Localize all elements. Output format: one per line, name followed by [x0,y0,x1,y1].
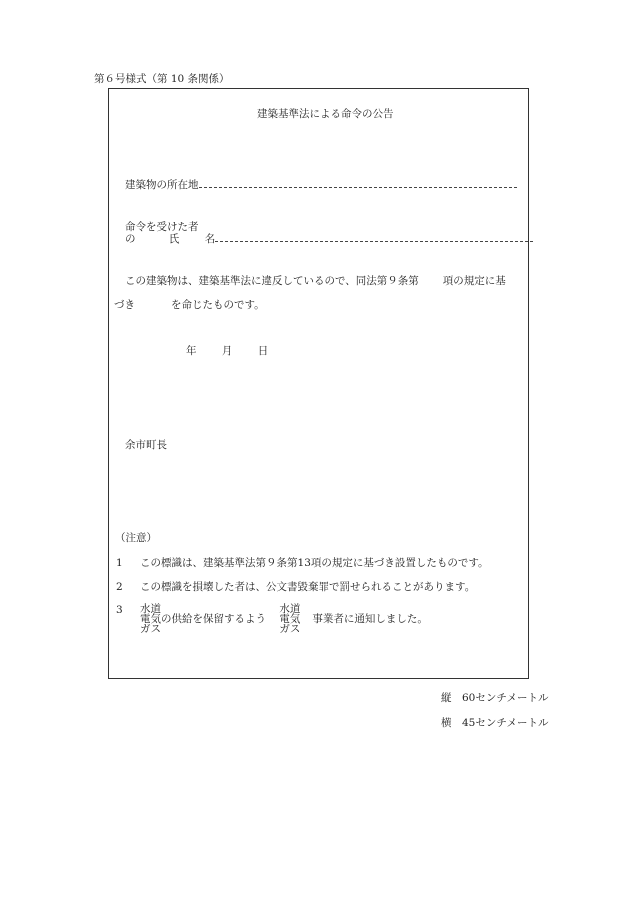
note-3-gas: ガス [140,623,162,635]
note-1-number: 1 [116,557,123,569]
note-3-water-2: 水道 [279,603,301,615]
recipient-label-no: の [125,233,136,245]
body-line2-head: づき [114,299,135,311]
form-label: 第６号様式（第 10 条関係） [94,73,230,85]
body-line1-tail: 項の規定に基 [442,275,506,287]
location-row [125,177,517,192]
note-3-options-b [279,604,428,634]
recipient-label-line1: 命令を受けた者 [125,221,199,233]
body-line2-text: を命じたものです。 [171,299,265,311]
body-line2 [114,297,265,312]
recipient-row [125,231,533,246]
location-blank-line [199,187,517,188]
location-label: 建築物の所在地 [125,179,199,191]
note-1-text: この標識は、建築基準法第９条第13項の規定に基づき設置したものです。 [140,557,489,569]
size-vertical: 縦 60センチメートル [441,692,549,704]
note-2 [116,579,475,594]
note-3-number: 3 [116,604,123,616]
recipient-label-shi: 氏 [168,233,180,245]
date-year: 年 [186,345,197,357]
note-1 [116,555,489,570]
body-line1-text: この建築物は、建築基準法に違反しているので、同法第９条第 [125,275,419,287]
note-3-gas-2: ガス [279,623,301,635]
date-month: 月 [221,345,233,357]
size-horizontal: 横 45センチメートル [441,717,549,729]
recipient-label-mei: 名 [204,233,216,245]
note-3-electric-2: 電気 [279,613,301,625]
note-3 [116,604,428,634]
date-day: 日 [257,345,269,357]
notice-title: 建築基準法による命令の公告 [257,108,394,120]
note-2-text: この標識を損壊した者は、公文書毀棄罪で罰せられることがあります。 [140,581,476,593]
body-line1 [125,273,506,288]
note-3-electric: 電気の供給を保留するよう [140,613,267,625]
note-3-text: 事業者に通知しました。 [312,613,428,625]
notes-header: （注意） [115,532,157,544]
recipient-blank-line [215,241,533,242]
note-3-options-a [140,604,266,634]
date-row [186,343,268,358]
issuer: 余市町長 [125,439,167,451]
note-3-water: 水道 [140,603,162,615]
note-2-number: 2 [116,581,123,593]
